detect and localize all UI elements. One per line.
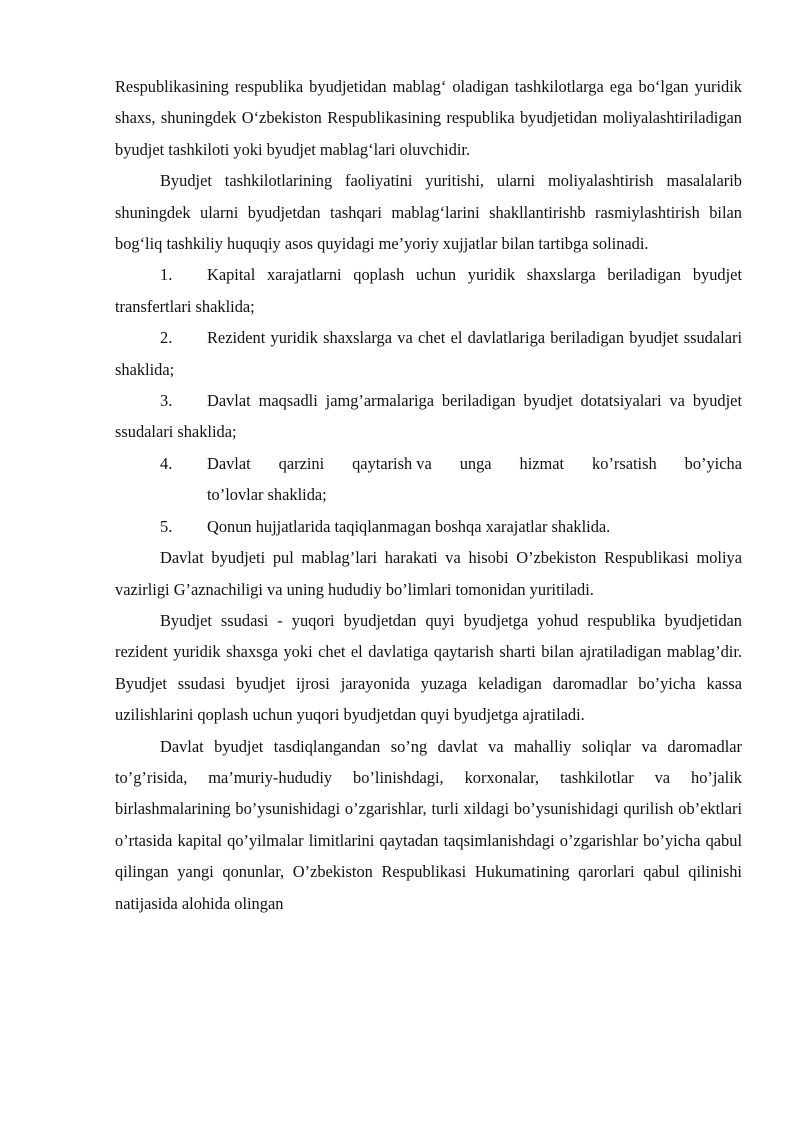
list-item-1 [115,259,742,322]
paragraph-legal-basis: Byudjet tashkilotlarining faoliyatini yuritishi, ularni moliyalashtirish masalalarib shuningdek ularni byudjetdan tashqari mablag‘larini shakllantirishb rasmiylashtirish bilan bog‘liq tashkiliy huquqiy asos quyidagi me’yoriy xujjatlar bilan tartibga solinadi. [115,171,742,254]
paragraph-budget-loan: Byudjet ssudasi - yuqori byudjetdan quyi byudjetga yohud respublika byudjetidan rezident yuridik shaxsga yoki chet el davlatiga qaytarish sharti bilan ajratiladigan mablag’dir. Byudjet ssudasi byudjet ijrosi jarayonida yuzaga keladigan daromadlar bo’yicha kassa uzilishlarini qoplash uchun yuqori byudjetdan quyi byudjetga ajratiladi. [115,610,742,725]
paragraph-budget-approved: Davlat byudjet tasdiqlangandan so’ng davlat va mahalliy soliqlar va daromadlar to’g’risida, ma’muriy-hududiy bo’linishdagi, korxonalar, tashkilotlar va ho’jalik birlashmalarining bo’ysunishidagi o’zgarishlar, turli xildagi bo’ysunishidagi qurilish ob’ektlari o’rtasida kapital qo’yilmalar limitlarini qaytadan taqsimlanishdagi o’zgarishlar bo’yicha qabul qilingan yangi qonunlar, O’zbekiston Respublikasi Hukumatining qarorlari qabul qilinishi natijasida alohida olingan [115,736,742,913]
list-text: Kapital xarajatlarni qoplash uchun yuridik shaxslarga beriladigan byudjet transfertlari shaklida; [115,265,742,316]
list-number: 2. [160,328,173,348]
list-text-words [207,448,742,479]
list-text: Qonun hujjatlarida taqiqlanmagan boshqa xarajatlar shaklida. [207,516,611,536]
list-item-5 [115,511,742,542]
word: qarzini [278,453,325,473]
list-number: 4. [160,453,173,473]
list-item-2 [115,322,742,385]
list-text: Rezident yuridik shaxslarga va chet el davlatlariga beriladigan byudjet ssudalari shaklida; [115,328,742,379]
list-number: 3. [160,391,173,411]
list-item-4 [115,448,742,511]
list-text-continuation: to’lovlar shaklida; [207,485,327,505]
word: qaytarish va [352,453,432,473]
list-item-3 [115,385,742,448]
paragraph-intro: Respublikasining respublika byudjetidan mablag‘ oladigan tashkilotlarga ega bo‘lgan yuridik shaxs, shuningdek O‘zbekiston Respublikasining respublika byudjetidan moliyalashtiriladigan byudjet tashkiloti yoki byudjet mablag‘lari oluvchidir. [115,77,742,159]
word: ko’rsatish [592,453,657,473]
word: Davlat [207,453,251,473]
list-text: Davlat maqsadli jamg’armalariga beriladigan byudjet dotatsiyalari va byudjet ssudalari shaklida; [115,391,742,442]
document-page [115,71,742,919]
word: hizmat [519,453,565,473]
word: unga [459,453,492,473]
paragraph-treasury: Davlat byudjeti pul mablag’lari harakati va hisobi O’zbekiston Respublikasi moliya vazirligi G’aznachiligi va uning hududiy bo’limlari tomonidan yuritiladi. [115,548,742,599]
word: bo’yicha [684,453,742,473]
list-number: 5. [160,516,173,536]
list-number: 1. [160,265,173,285]
